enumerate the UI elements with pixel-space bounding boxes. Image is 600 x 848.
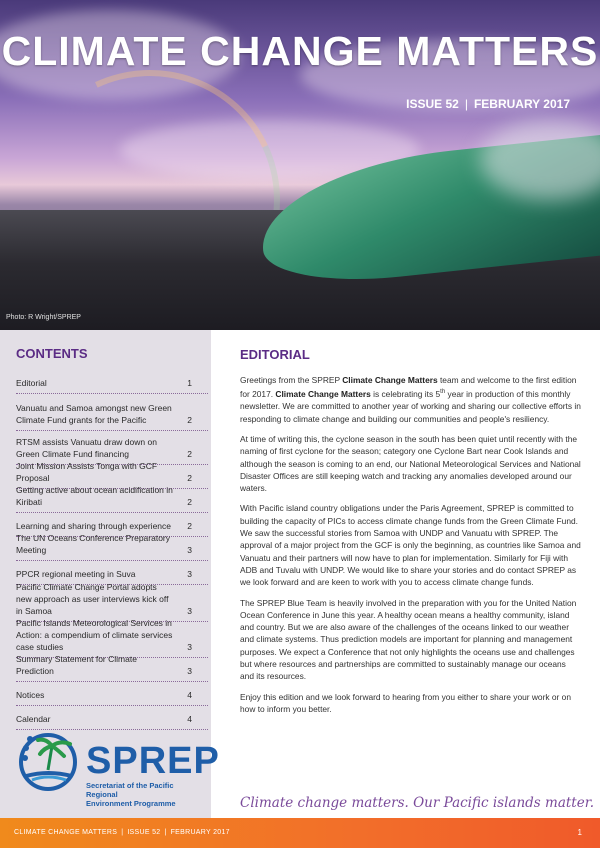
issue-number: ISSUE 52 [406,97,459,111]
page-footer [0,818,600,848]
contents-sidebar [0,330,220,818]
contents-item[interactable]: Pacific Islands Meteorological Services in Action: a compendium of climate services case studies 3 [16,622,208,658]
contents-list [16,370,208,730]
editorial-body [240,374,582,723]
contents-item[interactable]: Vanuatu and Samoa amongst new Green Climate Fund grants for the Pacific 2 [16,394,208,431]
editorial-paragraph: Enjoy this edition and we look forward to hearing from you either to share your work or on how to inform you better. [240,691,571,714]
photo-credit: Photo: R Wright/SPREP [6,314,81,321]
contents-item[interactable]: Learning and sharing through experience 2 [16,513,208,537]
logo-wordmark: SPREP [86,740,220,782]
contents-item[interactable]: Calendar 4 [16,706,208,730]
editorial-paragraph: At time of writing this, the cyclone season in the south has been quiet until recently with the naming of first cyclone for the season; category one Cyclone Bart near Cook Islands and although the season is coming to an end, our National Meteorological Services and National Disaster Offices are still keeping watch and tracking any anomalies developed around our waters. [240,433,581,494]
editorial-paragraph: The SPREP Blue Team is heavily involved in the preparation with you for the United Nation Ocean Conference in June this year. A healthy ocean means a healthy community, island and country. But we are also aware of the challenges of the oceans linked to our weather and climate systems. Thus prediction models are important for planning and management purposes. We expect a Conference that not only highlights the oceans use and challenges but where resources and partnerships are committed to sustainably manage our oceans and its resources. [240,597,577,682]
contents-item[interactable]: Joint Mission Assists Tonga with GCF Proposal 2 [16,465,208,489]
tagline: Climate change matters. Our Pacific islands matter. [240,795,594,811]
page-number: 1 [577,828,582,837]
footer-info: CLIMATE CHANGE MATTERS | ISSUE 52 | FEBRUARY 2017 [14,829,230,836]
editorial-paragraph: With Pacific island country obligations under the Paris Agreement, SPREP is committed to building the capacity of PICs to access climate change funds from the Green Climate Fund. We saw the successful stories from Samoa with UNDP and Vanuatu with SPREP. The approval of a major project from the GCF is only the beginning, as countries like Samoa and Vanuatu and their partners will now have to plan for implementation. Similarly for Fiji with ADB and Tuvalu with UNDP. We would like to share your stories and do contact SPREP as we look forward and are keen to work with you to access climate change funds. [240,503,581,588]
cover-photo [0,0,600,330]
contents-item[interactable]: The UN Oceans Conference Preparatory Meeting 3 [16,537,208,561]
contents-item[interactable]: Summary Statement for Climate Prediction 3 [16,658,208,682]
issue-date: FEBRUARY 2017 [473,97,570,111]
sprep-logo [16,728,220,808]
contents-item[interactable]: RTSM assists Vanuatu draw down on Green Climate Fund financing 2 [16,431,208,465]
logo-subtitle: Secretariat of the Pacific Regional Environment Programme [86,781,176,808]
contents-item[interactable]: Pacific Climate Change Portal adopts new approach as user interviews kick off in Samoa 3 [16,585,208,622]
editorial-section [240,340,594,811]
contents-item[interactable]: Notices 4 [16,682,208,706]
editorial-paragraph: Greetings from the SPREP Climate Change Matters team and welcome to the first edition for 2017. Climate Change Matters is celebrating its 5th year in production of this monthly newsletter. We are committed to another year of working and sharing our collective efforts in responding to climate change and building our communities and people's resiliency. [240,375,581,424]
contents-item[interactable]: Getting active about ocean acidification in Kiribati 2 [16,489,208,513]
newsletter-title: CLIMATE CHANGE MATTERS [1,28,599,74]
contents-heading: CONTENTS [16,346,88,361]
contents-item[interactable]: PPCR regional meeting in Suva 3 [16,561,208,585]
contents-item[interactable]: Editorial 1 [16,370,208,394]
editorial-heading: EDITORIAL [240,347,310,362]
issue-info: ISSUE 52 | FEBRUARY 2017 [406,97,570,111]
sprep-emblem-icon [16,728,84,796]
